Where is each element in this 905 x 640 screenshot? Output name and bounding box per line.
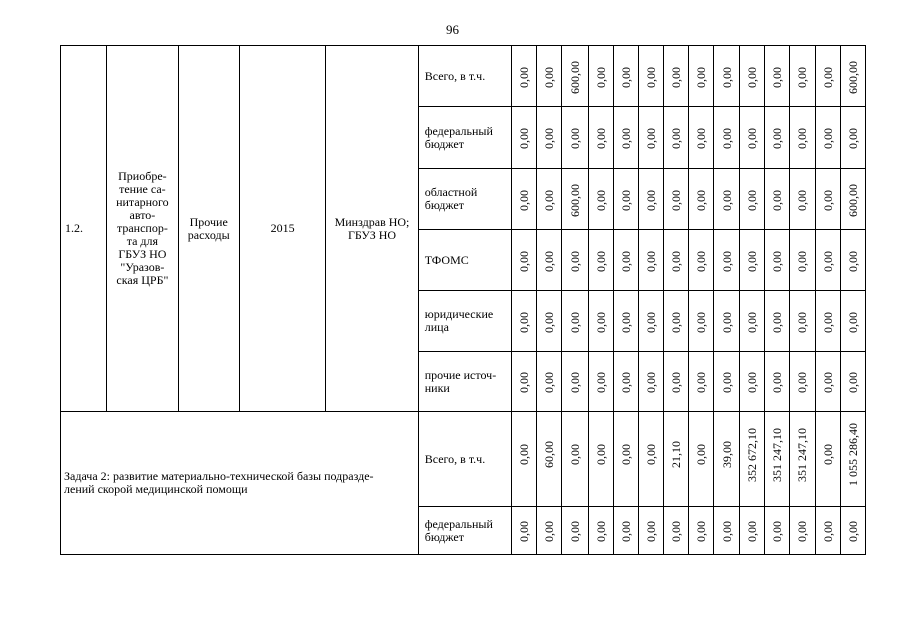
value-text: 0,00 (770, 250, 785, 272)
value-text: 0,00 (668, 189, 683, 211)
value-cell (588, 352, 613, 412)
value-cell (790, 291, 815, 352)
year: 2015 (239, 46, 325, 412)
value-cell (562, 107, 588, 169)
value-cell (840, 107, 865, 169)
value-text: 0,00 (795, 189, 810, 211)
value-cell (663, 412, 688, 507)
value-text: 0,00 (745, 250, 760, 272)
value-text: 0,00 (668, 250, 683, 272)
value-text: 351 247,10 (770, 427, 785, 482)
value-cell (740, 46, 765, 107)
value-cell (663, 169, 688, 230)
funding-source: федеральный бюджет (418, 107, 511, 169)
value-text: 0,00 (770, 66, 785, 88)
value-cell (840, 46, 865, 107)
item-name: Приобре- тение са- нитарного авто- транспор- та для ГБУЗ НО "Уразов- ская ЦРБ" (107, 46, 178, 412)
value-text: 0,00 (719, 250, 734, 272)
value-text: 0,00 (618, 372, 633, 393)
table-row (61, 412, 866, 507)
funding-source: Всего, в т.ч. (418, 412, 511, 507)
value-text: 0,00 (517, 128, 532, 149)
value-cell (512, 169, 537, 230)
value-cell (740, 412, 765, 507)
value-cell (740, 107, 765, 169)
value-text: 0,00 (770, 372, 785, 393)
budget-table (60, 45, 866, 555)
page-number: 96 (446, 22, 459, 37)
value-cell (714, 169, 740, 230)
value-cell (613, 46, 638, 107)
value-text: 0,00 (542, 311, 557, 333)
value-cell (815, 412, 840, 507)
value-text: 0,00 (567, 372, 582, 393)
value-cell (815, 352, 840, 412)
value-text: 0,00 (618, 311, 633, 333)
value-text: 0,00 (567, 311, 582, 333)
value-cell (765, 291, 790, 352)
funding-source: ТФОМС (418, 230, 511, 291)
value-cell (765, 169, 790, 230)
value-text: 0,00 (770, 189, 785, 211)
value-text: 0,00 (517, 372, 532, 393)
value-text: 0,00 (820, 444, 835, 465)
value-text: 0,00 (643, 250, 658, 272)
value-text: 0,00 (845, 128, 860, 149)
value-cell (688, 169, 713, 230)
value-cell (740, 507, 765, 555)
value-text: 0,00 (694, 444, 709, 465)
executor: Минздрав НО; ГБУЗ НО (326, 46, 418, 412)
value-text: 0,00 (618, 521, 633, 542)
value-cell (740, 291, 765, 352)
value-text: 0,00 (820, 128, 835, 149)
value-text: 1 055 286,40 (845, 423, 860, 486)
value-cell (688, 352, 713, 412)
value-cell (790, 230, 815, 291)
value-text: 600,00 (567, 60, 582, 94)
value-text: 0,00 (845, 521, 860, 542)
value-cell (638, 230, 663, 291)
value-cell (663, 507, 688, 555)
value-cell (562, 352, 588, 412)
value-text: 0,00 (542, 189, 557, 211)
value-text: 0,00 (517, 311, 532, 333)
value-cell (537, 412, 562, 507)
value-text: 0,00 (593, 311, 608, 333)
value-cell (663, 291, 688, 352)
value-cell (562, 291, 588, 352)
value-text: 39,00 (719, 441, 734, 468)
value-cell (840, 230, 865, 291)
value-cell (537, 230, 562, 291)
value-cell (562, 46, 588, 107)
value-cell (740, 169, 765, 230)
value-text: 0,00 (694, 521, 709, 542)
value-cell (638, 107, 663, 169)
funding-source: прочие источ- ники (418, 352, 511, 412)
value-text: 0,00 (694, 66, 709, 88)
value-text: 0,00 (719, 372, 734, 393)
value-text: 0,00 (643, 66, 658, 88)
value-text: 0,00 (745, 372, 760, 393)
value-text: 0,00 (542, 66, 557, 88)
value-text: 0,00 (668, 372, 683, 393)
value-text: 0,00 (795, 128, 810, 149)
item-number: 1.2. (61, 46, 107, 412)
value-text: 0,00 (567, 444, 582, 465)
value-cell (663, 352, 688, 412)
value-cell (537, 291, 562, 352)
value-cell (765, 230, 790, 291)
value-text: 600,00 (845, 60, 860, 94)
value-cell (765, 412, 790, 507)
value-text: 0,00 (719, 128, 734, 149)
value-text: 0,00 (593, 372, 608, 393)
value-text: 0,00 (770, 311, 785, 333)
value-cell (790, 507, 815, 555)
value-cell (815, 230, 840, 291)
value-cell (613, 412, 638, 507)
value-text: 0,00 (820, 250, 835, 272)
value-text: 352 672,10 (745, 427, 760, 482)
value-cell (638, 352, 663, 412)
value-text: 0,00 (668, 66, 683, 88)
value-cell (537, 352, 562, 412)
value-text: 0,00 (643, 521, 658, 542)
value-cell (512, 230, 537, 291)
value-text: 0,00 (567, 128, 582, 149)
value-text: 0,00 (694, 250, 709, 272)
value-text: 0,00 (542, 128, 557, 149)
value-text: 0,00 (517, 250, 532, 272)
value-cell (790, 169, 815, 230)
value-text: 0,00 (517, 444, 532, 465)
value-text: 0,00 (643, 189, 658, 211)
expense-type: Прочие расходы (178, 46, 239, 412)
value-cell (765, 107, 790, 169)
value-text: 0,00 (542, 372, 557, 393)
value-cell (588, 412, 613, 507)
value-text: 0,00 (517, 189, 532, 211)
value-cell (588, 107, 613, 169)
value-text: 0,00 (795, 311, 810, 333)
value-cell (765, 46, 790, 107)
value-text: 0,00 (567, 250, 582, 272)
value-cell (588, 46, 613, 107)
value-text: 0,00 (770, 521, 785, 542)
value-cell (613, 230, 638, 291)
value-cell (537, 107, 562, 169)
value-text: 0,00 (593, 444, 608, 465)
value-cell (840, 412, 865, 507)
value-text: 0,00 (719, 189, 734, 211)
value-text: 0,00 (745, 128, 760, 149)
value-cell (537, 46, 562, 107)
value-cell (562, 412, 588, 507)
value-text: 0,00 (517, 66, 532, 88)
value-cell (537, 507, 562, 555)
value-cell (765, 352, 790, 412)
value-text: 0,00 (643, 128, 658, 149)
value-cell (714, 291, 740, 352)
value-text: 0,00 (643, 444, 658, 465)
value-text: 0,00 (668, 128, 683, 149)
value-cell (512, 46, 537, 107)
value-text: 0,00 (795, 372, 810, 393)
value-text: 0,00 (694, 189, 709, 211)
value-text: 0,00 (593, 128, 608, 149)
value-cell (512, 412, 537, 507)
value-text: 0,00 (567, 521, 582, 542)
value-cell (688, 291, 713, 352)
value-text: 0,00 (643, 372, 658, 393)
value-cell (537, 169, 562, 230)
value-text: 0,00 (719, 311, 734, 333)
value-text: 0,00 (593, 250, 608, 272)
value-text: 0,00 (719, 66, 734, 88)
value-cell (714, 46, 740, 107)
value-text: 0,00 (745, 189, 760, 211)
value-cell (512, 291, 537, 352)
value-cell (663, 230, 688, 291)
value-text: 0,00 (845, 250, 860, 272)
value-cell (815, 46, 840, 107)
value-cell (815, 291, 840, 352)
value-text: 0,00 (668, 521, 683, 542)
value-text: 0,00 (618, 128, 633, 149)
value-cell (765, 507, 790, 555)
value-cell (840, 291, 865, 352)
value-cell (688, 507, 713, 555)
value-text: 351 247,10 (795, 427, 810, 482)
value-cell (512, 352, 537, 412)
value-cell (688, 412, 713, 507)
value-cell (613, 507, 638, 555)
value-text: 0,00 (618, 189, 633, 211)
value-cell (688, 230, 713, 291)
value-text: 0,00 (770, 128, 785, 149)
value-cell (562, 507, 588, 555)
value-cell (790, 352, 815, 412)
value-text: 0,00 (845, 311, 860, 333)
value-text: 600,00 (845, 183, 860, 217)
value-cell (790, 107, 815, 169)
value-text: 0,00 (719, 521, 734, 542)
value-cell (588, 507, 613, 555)
value-text: 0,00 (745, 311, 760, 333)
value-text: 0,00 (593, 521, 608, 542)
value-cell (638, 291, 663, 352)
value-text: 0,00 (845, 372, 860, 393)
value-text: 0,00 (820, 521, 835, 542)
value-cell (638, 412, 663, 507)
value-cell (613, 107, 638, 169)
value-cell (840, 352, 865, 412)
value-cell (613, 352, 638, 412)
value-text: 0,00 (745, 521, 760, 542)
value-cell (714, 412, 740, 507)
value-text: 21,10 (668, 441, 683, 468)
value-cell (613, 169, 638, 230)
value-text: 0,00 (542, 250, 557, 272)
value-text: 0,00 (668, 311, 683, 333)
value-cell (512, 107, 537, 169)
value-text: 0,00 (618, 444, 633, 465)
value-cell (588, 169, 613, 230)
value-cell (638, 46, 663, 107)
value-text: 0,00 (593, 189, 608, 211)
value-text: 0,00 (694, 311, 709, 333)
value-cell (562, 169, 588, 230)
value-cell (790, 412, 815, 507)
value-cell (512, 507, 537, 555)
value-cell (740, 230, 765, 291)
funding-source: юридические лица (418, 291, 511, 352)
funding-source: Всего, в т.ч. (418, 46, 511, 107)
funding-source: областной бюджет (418, 169, 511, 230)
value-text: 0,00 (593, 66, 608, 88)
value-text: 0,00 (694, 372, 709, 393)
value-text: 0,00 (820, 66, 835, 88)
value-cell (815, 507, 840, 555)
value-text: 0,00 (517, 521, 532, 542)
value-cell (638, 507, 663, 555)
value-text: 0,00 (618, 66, 633, 88)
value-cell (714, 107, 740, 169)
value-text: 600,00 (567, 183, 582, 217)
value-cell (714, 352, 740, 412)
value-text: 0,00 (820, 372, 835, 393)
value-cell (815, 169, 840, 230)
value-cell (790, 46, 815, 107)
value-text: 0,00 (694, 128, 709, 149)
value-text: 0,00 (795, 521, 810, 542)
value-cell (840, 169, 865, 230)
value-text: 0,00 (542, 521, 557, 542)
value-cell (815, 107, 840, 169)
value-cell (714, 507, 740, 555)
value-cell (663, 46, 688, 107)
value-cell (613, 291, 638, 352)
task-title: Задача 2: развитие материально-технической базы подразде- лений скорой медицинской помощи (61, 412, 419, 555)
value-text: 0,00 (643, 311, 658, 333)
value-cell (714, 230, 740, 291)
value-cell (740, 352, 765, 412)
value-text: 0,00 (745, 66, 760, 88)
value-cell (663, 107, 688, 169)
value-cell (638, 169, 663, 230)
value-text: 0,00 (820, 189, 835, 211)
value-cell (840, 507, 865, 555)
value-text: 0,00 (820, 311, 835, 333)
value-text: 0,00 (795, 250, 810, 272)
value-cell (688, 46, 713, 107)
value-cell (588, 230, 613, 291)
value-cell (688, 107, 713, 169)
table-row (61, 46, 866, 107)
funding-source: федеральный бюджет (418, 507, 511, 555)
value-text: 60,00 (542, 441, 557, 468)
value-text: 0,00 (795, 66, 810, 88)
value-text: 0,00 (618, 250, 633, 272)
value-cell (562, 230, 588, 291)
value-cell (588, 291, 613, 352)
